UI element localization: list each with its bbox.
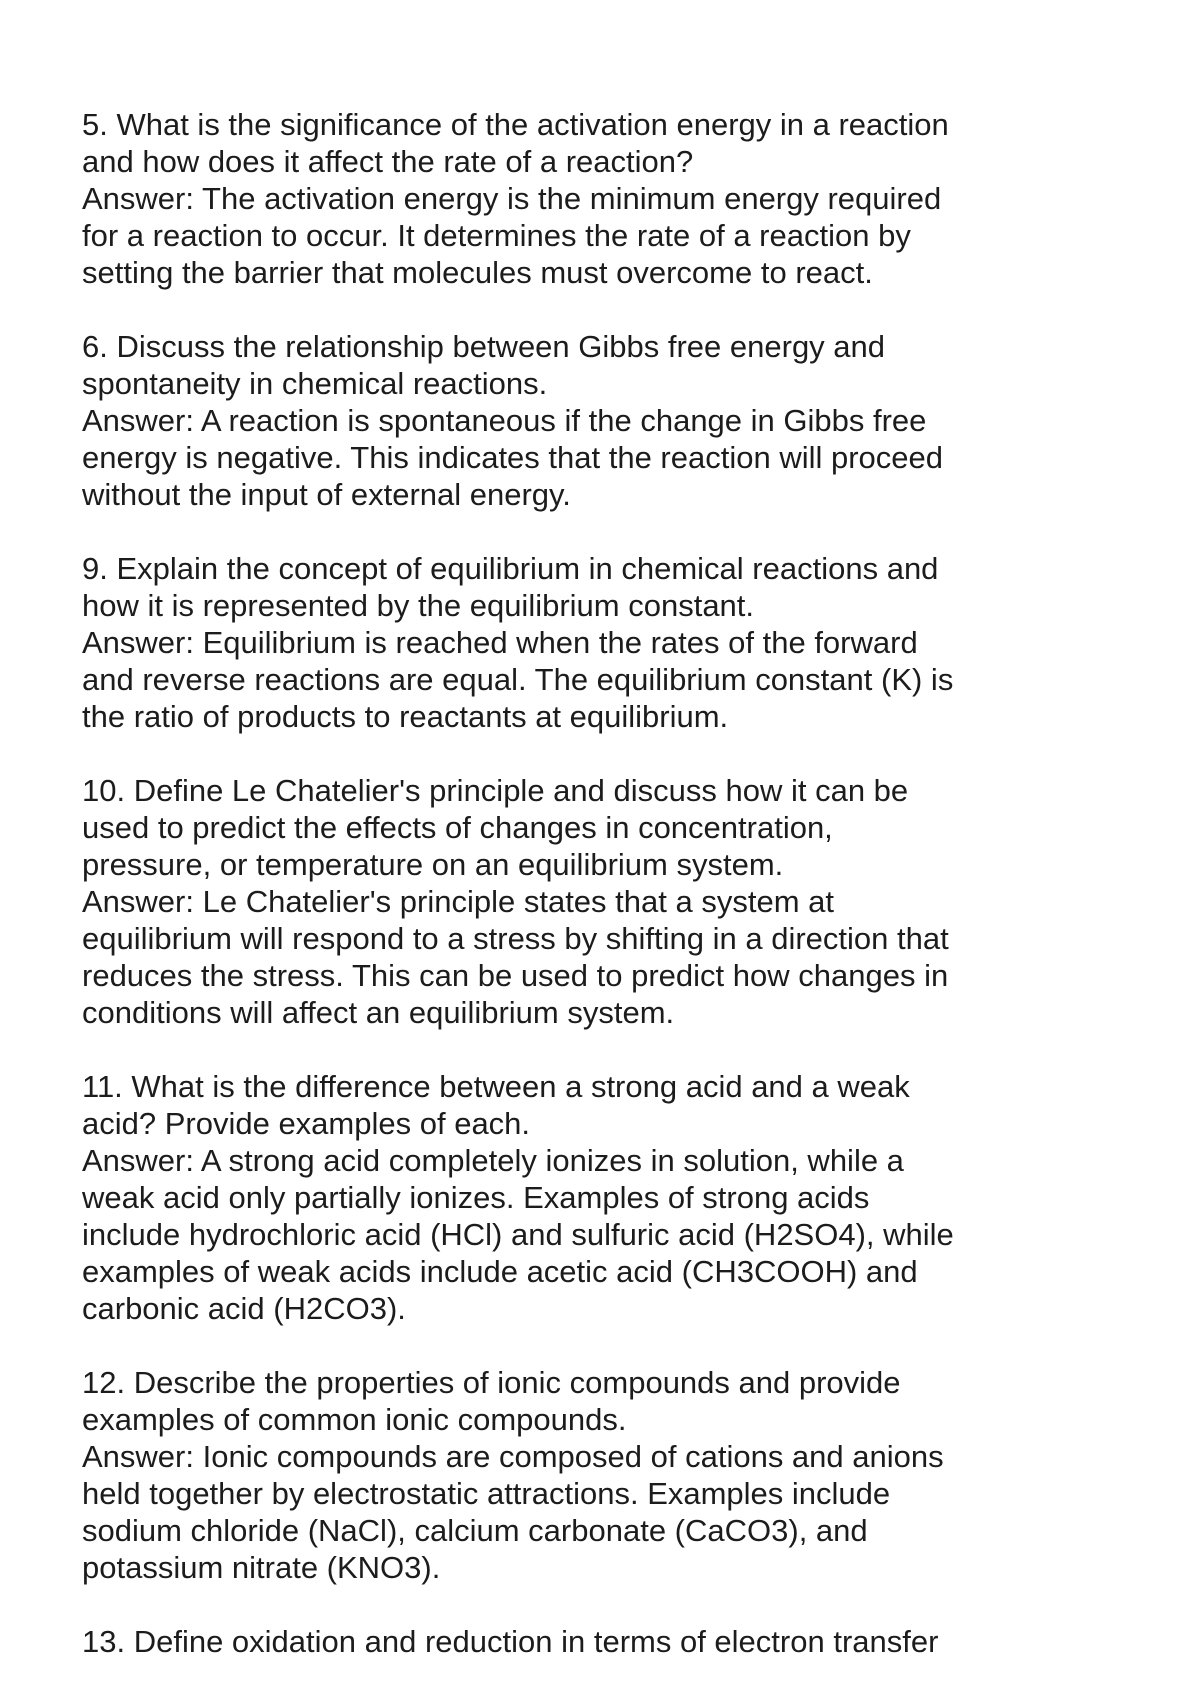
answer-line: weak acid only partially ionizes. Examples of strong acids [82, 1180, 870, 1215]
question-line: spontaneity in chemical reactions. [82, 366, 548, 401]
question-line: examples of common ionic compounds. [82, 1402, 627, 1437]
qa-item-6 [82, 328, 1112, 513]
answer-line: include hydrochloric acid (HCl) and sulfuric acid (H2SO4), while [82, 1217, 954, 1252]
answer-line: Answer: The activation energy is the minimum energy required [82, 181, 942, 216]
answer-line: held together by electrostatic attractions. Examples include [82, 1476, 891, 1511]
answer-line: setting the barrier that molecules must overcome to react. [82, 255, 873, 290]
question-line: how it is represented by the equilibrium constant. [82, 588, 755, 623]
qa-item-11 [82, 1068, 1112, 1327]
qa-item-12 [82, 1364, 1112, 1586]
qa-item-9 [82, 550, 1112, 735]
answer-line: sodium chloride (NaCl), calcium carbonate (CaCO3), and [82, 1513, 868, 1548]
answer-line: Answer: Ionic compounds are composed of cations and anions [82, 1439, 944, 1474]
qa-item-10 [82, 772, 1112, 1031]
question-line: and how does it affect the rate of a reaction? [82, 144, 694, 179]
question-line: 10. Define Le Chatelier's principle and discuss how it can be [82, 773, 909, 808]
question-line: 13. Define oxidation and reduction in terms of electron transfer [82, 1624, 939, 1659]
question-line: used to predict the effects of changes in concentration, [82, 810, 833, 845]
document-page [82, 106, 1112, 1697]
question-line: 6. Discuss the relationship between Gibbs free energy and [82, 329, 886, 364]
answer-line: Answer: A strong acid completely ionizes in solution, while a [82, 1143, 904, 1178]
question-line: 12. Describe the properties of ionic compounds and provide [82, 1365, 901, 1400]
answer-line: Answer: A reaction is spontaneous if the change in Gibbs free [82, 403, 927, 438]
question-line: 11. What is the difference between a strong acid and a weak [82, 1069, 910, 1104]
answer-line: examples of weak acids include acetic acid (CH3COOH) and [82, 1254, 918, 1289]
answer-line: without the input of external energy. [82, 477, 571, 512]
answer-line: reduces the stress. This can be used to predict how changes in [82, 958, 949, 993]
question-line: 5. What is the significance of the activation energy in a reaction [82, 107, 949, 142]
answer-line: energy is negative. This indicates that the reaction will proceed [82, 440, 944, 475]
question-line: acid? Provide examples of each. [82, 1106, 531, 1141]
answer-line: equilibrium will respond to a stress by shifting in a direction that [82, 921, 949, 956]
answer-line: for a reaction to occur. It determines the rate of a reaction by [82, 218, 911, 253]
answer-line: potassium nitrate (KNO3). [82, 1550, 441, 1585]
answer-line: conditions will affect an equilibrium system. [82, 995, 675, 1030]
answer-line: the ratio of products to reactants at equilibrium. [82, 699, 729, 734]
qa-item-5 [82, 106, 1112, 291]
answer-line: Answer: Le Chatelier's principle states that a system at [82, 884, 834, 919]
question-line: 9. Explain the concept of equilibrium in chemical reactions and [82, 551, 939, 586]
answer-line: carbonic acid (H2CO3). [82, 1291, 406, 1326]
answer-line: Answer: Equilibrium is reached when the rates of the forward [82, 625, 918, 660]
qa-item-13 [82, 1623, 1112, 1660]
answer-line: and reverse reactions are equal. The equilibrium constant (K) is [82, 662, 954, 697]
question-line: pressure, or temperature on an equilibrium system. [82, 847, 784, 882]
